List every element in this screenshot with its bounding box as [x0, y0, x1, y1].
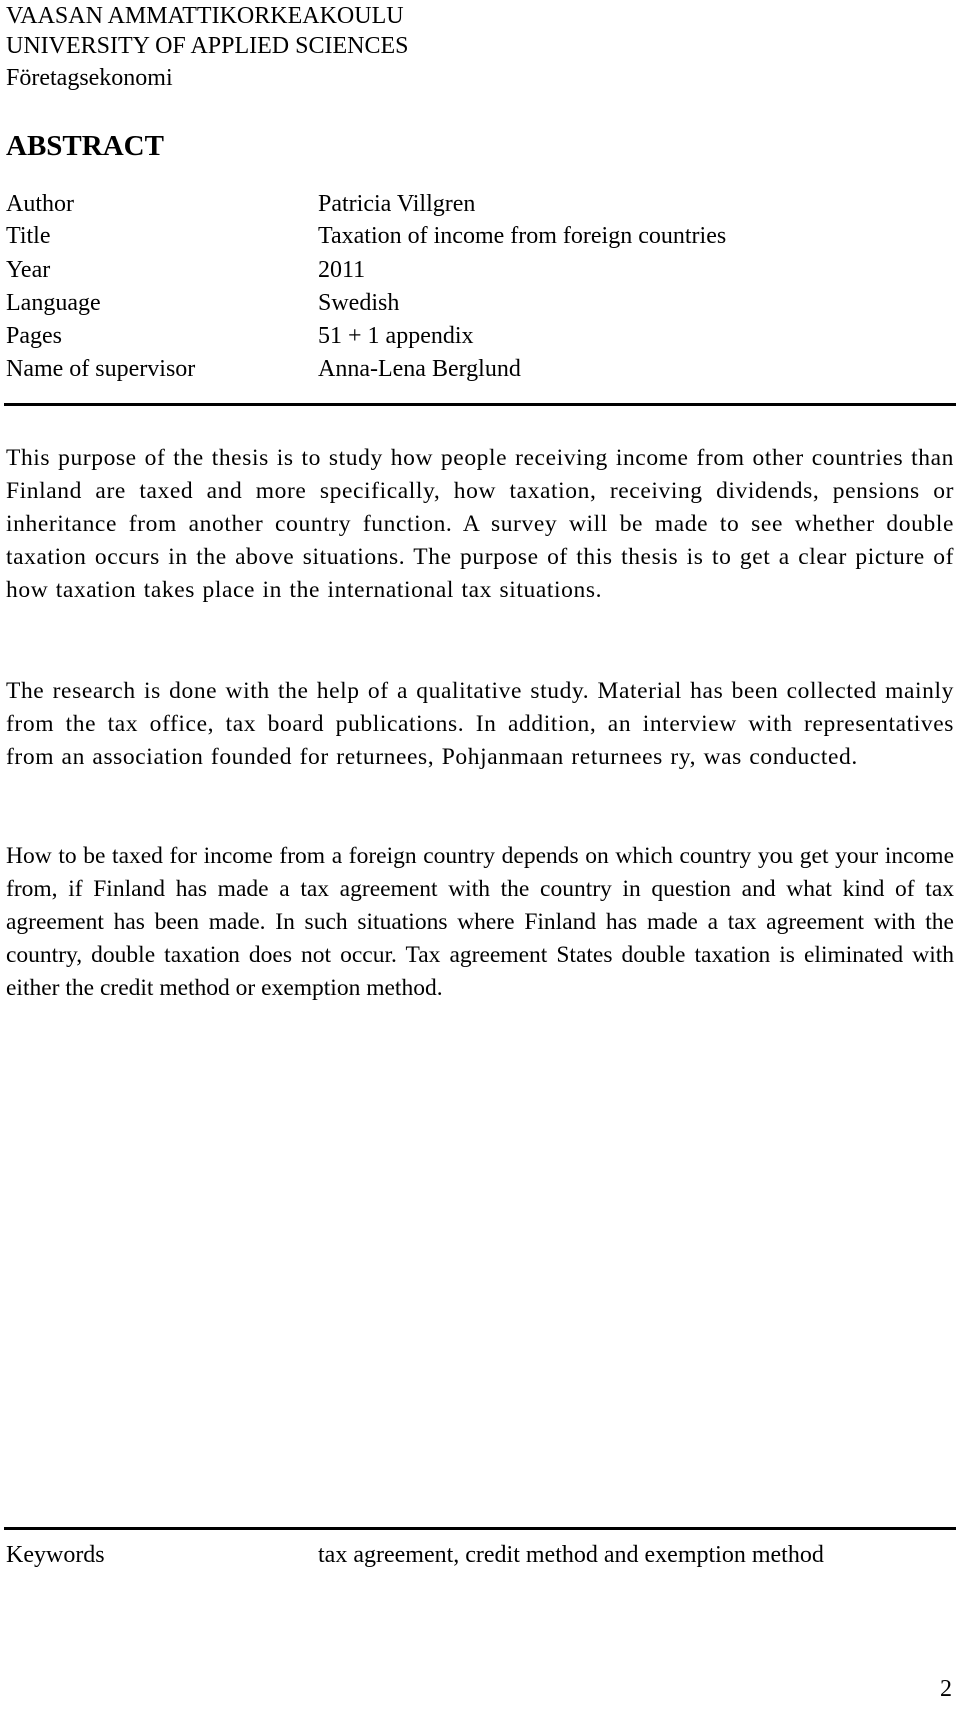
- meta-label: Pages: [6, 323, 62, 349]
- meta-row-supervisor: [6, 353, 956, 385]
- meta-value: Taxation of income from foreign countries: [318, 223, 727, 249]
- institution-name-finnish: VAASAN AMMATTIKORKEAKOULU: [6, 3, 404, 29]
- keywords-value: tax agreement, credit method and exemption method: [318, 1542, 824, 1568]
- meta-label: Language: [6, 290, 101, 316]
- keywords-row: [6, 1538, 956, 1572]
- abstract-paragraph-method: The research is done with the help of a qualitative study. Material has been collected mainly from the tax office, tax board publications. In addition, an interview with representatives from an association founded for returnees, Pohjanmaan returnees ry, was conducted.: [6, 678, 954, 770]
- meta-row-author: [6, 188, 956, 220]
- page-number: 2: [940, 1676, 952, 1702]
- meta-label: Title: [6, 223, 51, 249]
- top-divider: [4, 403, 956, 406]
- meta-row-language: [6, 287, 956, 319]
- meta-row-title: [6, 220, 956, 252]
- bottom-divider: [4, 1527, 956, 1530]
- meta-label: Year: [6, 257, 51, 283]
- meta-value: Swedish: [318, 290, 400, 316]
- abstract-paragraph-results: How to be taxed for income from a foreign country depends on which country you get your income from, if Finland has made a tax agreement with the country in question and what kind of tax agreement has been made. In such situations where Finland has made a tax agreement with the country, double taxation does not occur. Tax agreement States double taxation is eliminated with either the credit method or exemption method.: [6, 843, 954, 1001]
- meta-row-year: [6, 254, 956, 286]
- meta-value: 2011: [318, 257, 366, 283]
- meta-label: Author: [6, 191, 74, 217]
- institution-name-english: UNIVERSITY OF APPLIED SCIENCES: [6, 33, 409, 59]
- meta-value: 51 + 1 appendix: [318, 323, 474, 349]
- abstract-paragraph-purpose: This purpose of the thesis is to study how people receiving income from other countries than Finland are taxed and more specifically, how taxation, receiving dividends, pensions or inheritance from another country function. A survey will be made to see whether double taxation occurs in the above situations. The purpose of this thesis is to get a clear picture of how taxation takes place in the international tax situations.: [6, 445, 954, 603]
- meta-value: Anna-Lena Berglund: [318, 356, 521, 382]
- abstract-heading: ABSTRACT: [6, 130, 164, 162]
- meta-label: Name of supervisor: [6, 356, 196, 382]
- meta-value: Patricia Villgren: [318, 191, 476, 217]
- meta-row-pages: [6, 320, 956, 352]
- keywords-label: Keywords: [6, 1542, 105, 1568]
- department-name: Företagsekonomi: [6, 65, 173, 91]
